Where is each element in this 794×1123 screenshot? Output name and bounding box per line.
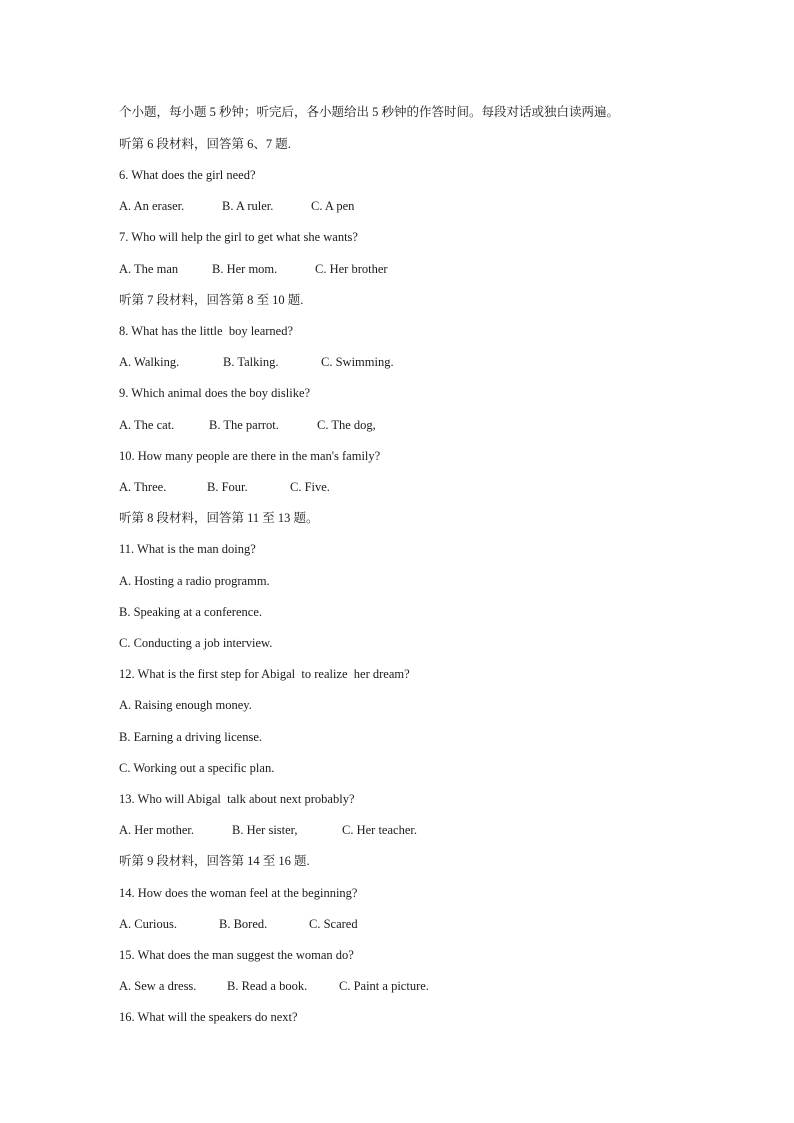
section-6-heading: 听第 6 段材料，回答第 6、7 题. — [119, 137, 291, 151]
question-15: 15. What does the man suggest the woman do? — [119, 948, 354, 962]
question-12-option-b: B. Earning a driving license. — [119, 730, 263, 744]
option-a: A. Sew a dress. — [119, 979, 197, 993]
section-8-heading: 听第 8 段材料，回答第 11 至 13 题。 — [119, 511, 319, 525]
question-7: 7. Who will help the girl to get what she wants? — [119, 230, 358, 244]
question-11-option-b: B. Speaking at a conference. — [119, 605, 262, 619]
option-a: A. Curious. — [119, 917, 177, 931]
question-9: 9. Which animal does the boy dislike? — [119, 386, 311, 400]
question-16: 16. What will the speakers do next? — [119, 1010, 298, 1024]
option-b: B. Four. — [207, 480, 248, 494]
question-8: 8. What has the little boy learned? — [119, 324, 294, 338]
option-b: B. Read a book. — [227, 979, 308, 993]
option-c: C. A pen — [311, 199, 355, 213]
option-c: C. Her teacher. — [342, 823, 417, 837]
option-b: B. Her sister, — [232, 823, 298, 837]
option-c: C. Five. — [290, 480, 330, 494]
question-10: 10. How many people are there in the man's family? — [119, 449, 381, 463]
option-c: C. Paint a picture. — [339, 979, 429, 993]
option-b: B. The parrot. — [209, 418, 279, 432]
option-c: C. Her brother — [315, 262, 388, 276]
option-b: B. Her mom. — [212, 262, 278, 276]
option-a: A. The cat. — [119, 418, 175, 432]
option-c: C. Swimming. — [321, 355, 394, 369]
option-b: B. Talking. — [223, 355, 279, 369]
option-a: A. Walking. — [119, 355, 180, 369]
question-12-option-c: C. Working out a specific plan. — [119, 761, 275, 775]
section-9-heading: 听第 9 段材料，回答第 14 至 16 题. — [119, 854, 310, 868]
option-a: A. Three. — [119, 480, 167, 494]
option-c: C. The dog, — [317, 418, 376, 432]
option-b: B. A ruler. — [222, 199, 274, 213]
option-a: A. An eraser. — [119, 199, 185, 213]
question-14: 14. How does the woman feel at the beginning? — [119, 886, 358, 900]
section-7-heading: 听第 7 段材料，回答第 8 至 10 题. — [119, 293, 304, 307]
question-11-option-a: A. Hosting a radio programm. — [119, 574, 270, 588]
option-a: A. The man — [119, 262, 179, 276]
option-a: A. Her mother. — [119, 823, 194, 837]
question-13: 13. Who will Abigal talk about next probably? — [119, 792, 355, 806]
option-c: C. Scared — [309, 917, 358, 931]
question-12-option-a: A. Raising enough money. — [119, 698, 252, 712]
question-12: 12. What is the first step for Abigal to realize her dream? — [119, 667, 410, 681]
question-11: 11. What is the man doing? — [119, 542, 256, 556]
instructions-text: 个小题，每小题 5 秒钟；听完后，各小题给出 5 秒钟的作答时间。每段对话或独白读两遍。 — [119, 105, 620, 119]
option-b: B. Bored. — [219, 917, 268, 931]
question-6: 6. What does the girl need? — [119, 168, 256, 182]
question-11-option-c: C. Conducting a job interview. — [119, 636, 273, 650]
